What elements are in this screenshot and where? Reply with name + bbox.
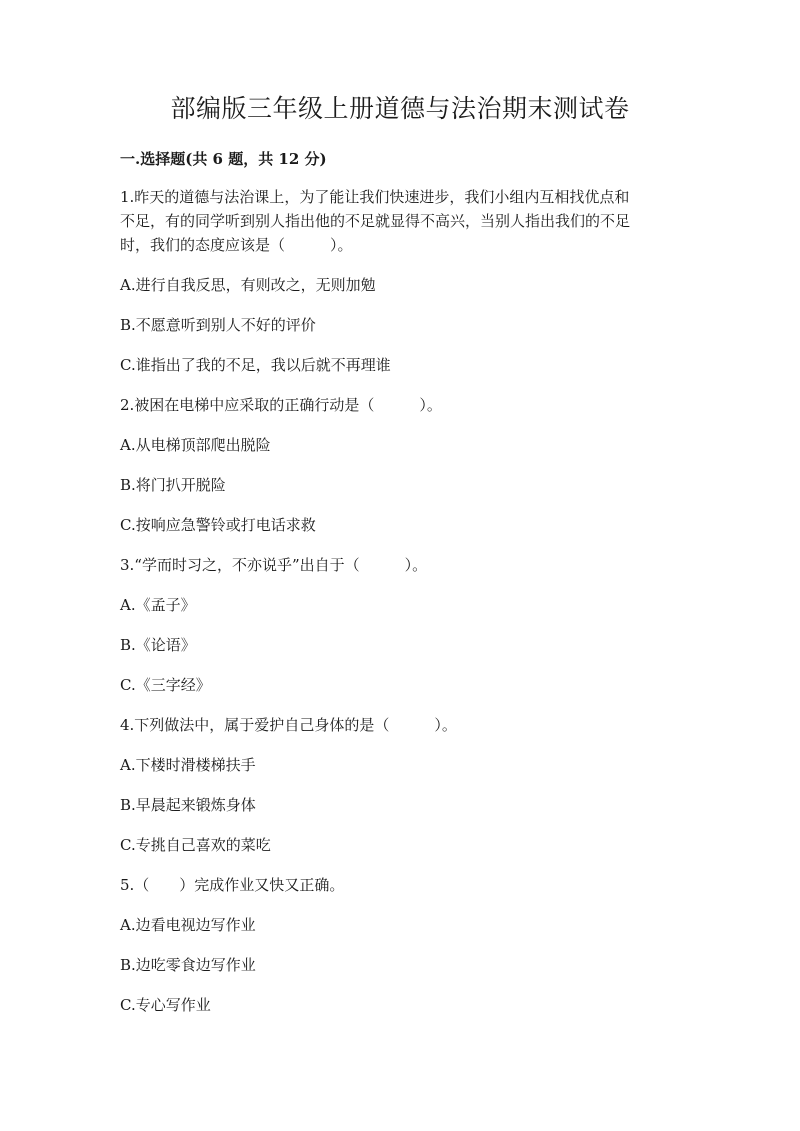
question-1: [120, 185, 680, 393]
option-c: C.《三字经》: [120, 676, 211, 694]
option-a: A.进行自我反思，有则改之，无则加勉: [120, 276, 376, 294]
option-a: A.从电梯顶部爬出脱险: [120, 436, 271, 454]
option-c: C.专挑自己喜欢的菜吃: [120, 836, 271, 854]
question-stem-line: 2.被困在电梯中应采取的正确行动是（ ）。: [120, 396, 442, 414]
section-heading: 一.选择题(共 6 题，共 12 分): [120, 150, 327, 168]
question-2: [120, 393, 680, 553]
question-stem-line: 1.昨天的道德与法治课上，为了能让我们快速进步，我们小组内互相找优点和: [120, 188, 630, 206]
option-a: A.《孟子》: [120, 596, 196, 614]
question-stem-line: 不足，有的同学听到别人指出他的不足就显得不高兴，当别人指出我们的不足: [120, 212, 631, 230]
option-a: A.边看电视边写作业: [120, 916, 256, 934]
option-b: B.早晨起来锻炼身体: [120, 796, 256, 814]
question-stem-line: 4.下列做法中，属于爱护自己身体的是（ ）。: [120, 716, 457, 734]
option-a: A.下楼时滑楼梯扶手: [120, 756, 256, 774]
question-4: [120, 713, 680, 873]
option-b: B.《论语》: [120, 636, 196, 654]
option-b: B.边吃零食边写作业: [120, 956, 256, 974]
question-stem-line: 5.（ ）完成作业又快又正确。: [120, 876, 345, 894]
question-stem-line: 3.“学而时习之，不亦说乎”出自于（ ）。: [120, 556, 428, 574]
option-c: C.按响应急警铃或打电话求救: [120, 516, 316, 534]
question-stem-line: 时，我们的态度应该是（ ）。: [120, 236, 353, 254]
option-b: B.不愿意听到别人不好的评价: [120, 316, 316, 334]
question-list: [120, 185, 680, 1017]
option-c: C.专心写作业: [120, 996, 211, 1014]
question-3: [120, 553, 680, 713]
page-title: 部编版三年级上册道德与法治期末测试卷: [170, 94, 630, 123]
option-c: C.谁指出了我的不足，我以后就不再理谁: [120, 356, 391, 374]
option-b: B.将门扒开脱险: [120, 476, 226, 494]
question-5: [120, 873, 680, 1017]
